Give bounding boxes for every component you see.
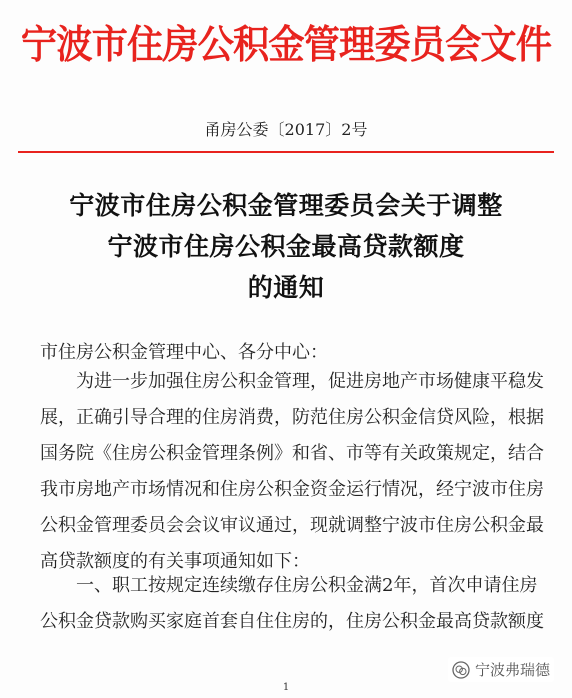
notice-title-line-1: 宁波市住房公积金管理委员会关于调整 [69,191,503,220]
paragraph-line: 一、职工按规定连续缴存住房公积金满2年，首次申请住房 [40,575,538,596]
paragraph-line: 公积金管理委员会会议审议通过，现就调整宁波市住房公积金最 [40,515,544,536]
paragraph-line: 为进一步加强住房公积金管理，促进房地产市场健康平稳发 [40,371,544,392]
watermark-text: 宁波弗瑞德 [475,661,551,679]
addressee: 市住房公积金管理中心、各分中心： [40,342,328,363]
wechat-watermark [448,657,554,682]
paragraph-line: 国务院《住房公积金管理条例》和省、市等有关政策规定，结合 [40,443,544,464]
paragraph-2 [40,568,555,640]
paragraph-line: 我市房地产市场情况和住房公积金资金运行情况，经宁波市住房 [40,479,544,500]
red-divider [18,151,554,153]
paragraph-line: 高贷款额度的有关事项通知如下： [40,551,310,572]
notice-title-line-2: 宁波市住房公积金最高贷款额度 [107,232,465,261]
notice-title-line-3: 的通知 [247,273,325,302]
document-header-title: 宁波市住房公积金管理委员会文件 [20,22,552,68]
wechat-icon [452,661,470,679]
paragraph-line: 展，正确引导合理的住房消费，防范住房公积金信贷风险，根据 [40,407,544,428]
document-number: 甬房公委〔2017〕2号 [204,120,368,139]
paragraph-1 [40,364,555,580]
paragraph-line: 公积金贷款购买家庭首套自住住房的，住房公积金最高贷款额度 [40,611,544,632]
page-number: 1 [282,682,290,693]
